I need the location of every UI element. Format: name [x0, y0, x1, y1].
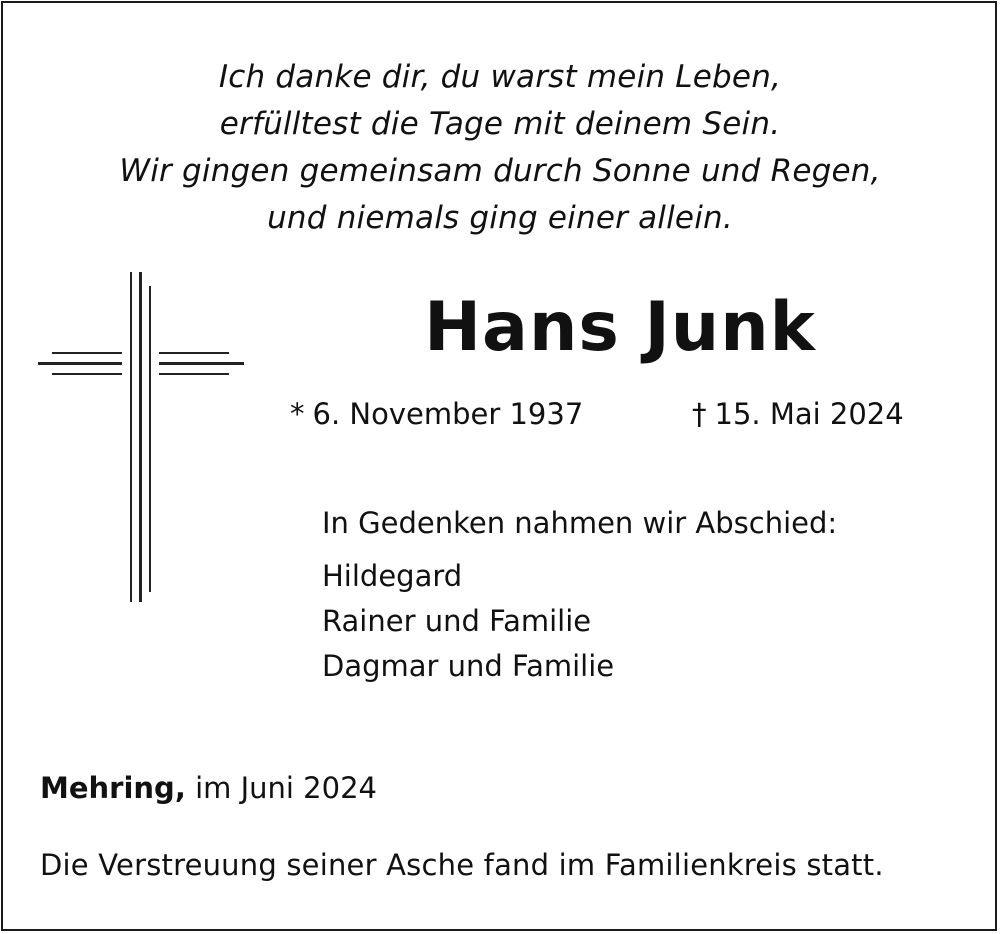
mourner-name: Rainer und Familie	[322, 604, 592, 638]
mourners-heading: In Gedenken nahmen wir Abschied:	[322, 506, 838, 540]
birth-date: 6. November 1937	[312, 397, 584, 431]
poem-line: Ich danke dir, du warst mein Leben,	[218, 59, 782, 95]
place-town: Mehring,	[40, 771, 186, 805]
place-date	[40, 766, 377, 810]
poem	[60, 54, 940, 242]
death-info	[692, 392, 904, 436]
poem-line: erfülltest die Tage mit deinem Sein.	[219, 106, 781, 142]
birth-symbol: *	[290, 397, 305, 431]
poem-line: Wir gingen gemeinsam durch Sonne und Regen,	[119, 153, 881, 189]
death-symbol: †	[692, 397, 707, 431]
deceased-name: Hans Junk	[424, 288, 816, 367]
poem-line: und niemals ging einer allein.	[267, 200, 733, 236]
mourner-name: Hildegard	[322, 559, 463, 593]
place-date-text: im Juni 2024	[195, 771, 377, 805]
mourner-name: Dagmar und Familie	[322, 649, 615, 683]
mourners-block	[322, 501, 837, 689]
death-date: 15. Mai 2024	[714, 397, 904, 431]
birth-info	[290, 392, 583, 436]
cross-icon	[38, 272, 244, 602]
funeral-note: Die Verstreuung seiner Asche fand im Familienkreis statt.	[40, 848, 884, 882]
